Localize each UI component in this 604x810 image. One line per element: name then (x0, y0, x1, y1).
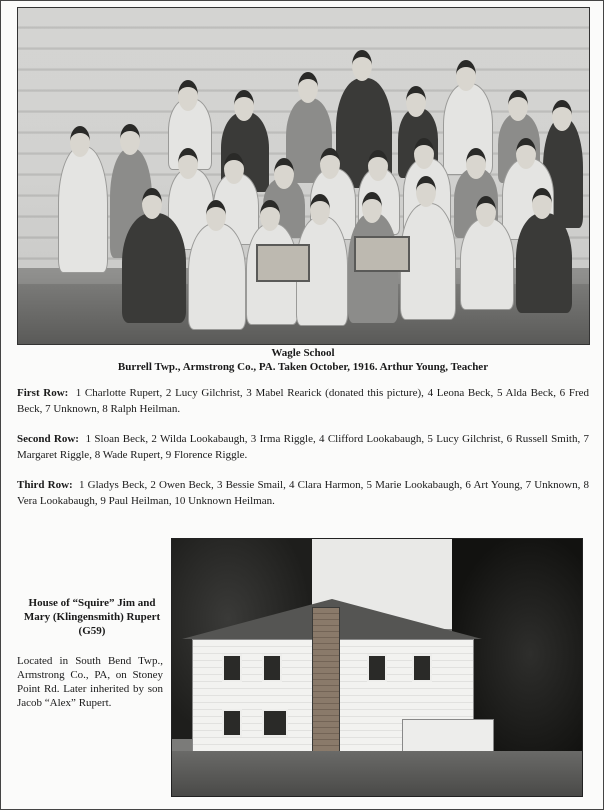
student-head (368, 150, 388, 181)
student-head (466, 148, 486, 179)
window (412, 654, 432, 682)
third-row-names (17, 477, 589, 509)
student-head (234, 90, 254, 121)
row-label: Third Row: (17, 479, 73, 491)
student-head (532, 188, 552, 219)
student-head (206, 200, 226, 231)
student-head (310, 194, 330, 225)
house-photo (171, 538, 583, 797)
student-head (516, 138, 536, 169)
window (222, 709, 242, 737)
house-caption-description: Located in South Bend Twp., Armstrong Co., PA, on Stoney Point Rd. Later inherited by son Jacob “Alex” Rupert. (17, 655, 163, 709)
window (262, 709, 288, 737)
student-figure (188, 223, 246, 330)
row-names-text: 1 Gladys Beck, 2 Owen Beck, 3 Bessie Smail, 4 Clara Harmon, 5 Marie Lookabaugh, 6 Art Young, 7 Unknown, 8 Vera Lookabaugh, 9 Paul Heilman, 10 Unknown Heilman. (17, 479, 589, 507)
student-head (274, 158, 294, 189)
slate-board (354, 236, 410, 272)
student-head (120, 124, 140, 155)
student-head (414, 138, 434, 169)
student-head (224, 153, 244, 184)
window (262, 654, 282, 682)
school-caption-title: Wagle School (271, 347, 335, 359)
student-figure (460, 218, 514, 310)
window (367, 654, 387, 682)
row-names-text: 1 Sloan Beck, 2 Wilda Lookabaugh, 3 Irma Riggle, 4 Clifford Lookabaugh, 5 Lucy Gilchrist, 6 Russell Smith, 7 Margaret Riggle, 8 Wade Rupert, 9 Florence Riggle. (17, 433, 590, 461)
row-label: First Row: (17, 387, 69, 399)
second-row-names (17, 431, 589, 463)
student-head (476, 196, 496, 227)
student-head (142, 188, 162, 219)
student-head (260, 200, 280, 231)
student-figure (516, 213, 572, 313)
student-figure (58, 146, 108, 273)
teacher-head (352, 50, 372, 81)
slate-board (256, 244, 310, 282)
student-head (508, 90, 528, 121)
student-head (70, 126, 90, 157)
student-head (178, 148, 198, 179)
school-caption-subtitle: Burrell Twp., Armstrong Co., PA. Taken October, 1916. Arthur Young, Teacher (117, 361, 489, 373)
student-head (416, 176, 436, 207)
house-caption-title: House of “Squire” Jim and Mary (Klingensmith) Rupert (G59) (23, 597, 161, 637)
farmhouse (182, 599, 482, 759)
student-head (362, 192, 382, 223)
student-head (178, 80, 198, 111)
row-names-text: 1 Charlotte Rupert, 2 Lucy Gilchrist, 3 Mabel Rearick (donated this picture), 4 Leona Beck, 5 Alda Beck, 6 Fred Beck, 7 Unknown, 8 Ralph Heilman. (17, 387, 589, 415)
school-group-photo (17, 7, 590, 345)
student-head (298, 72, 318, 103)
student-figure (122, 213, 186, 323)
lawn (172, 751, 582, 796)
student-head (406, 86, 426, 117)
student-head (456, 60, 476, 91)
student-head (320, 148, 340, 179)
window (222, 654, 242, 682)
row-label: Second Row: (17, 433, 79, 445)
first-row-names (17, 385, 589, 417)
student-head (552, 100, 572, 131)
